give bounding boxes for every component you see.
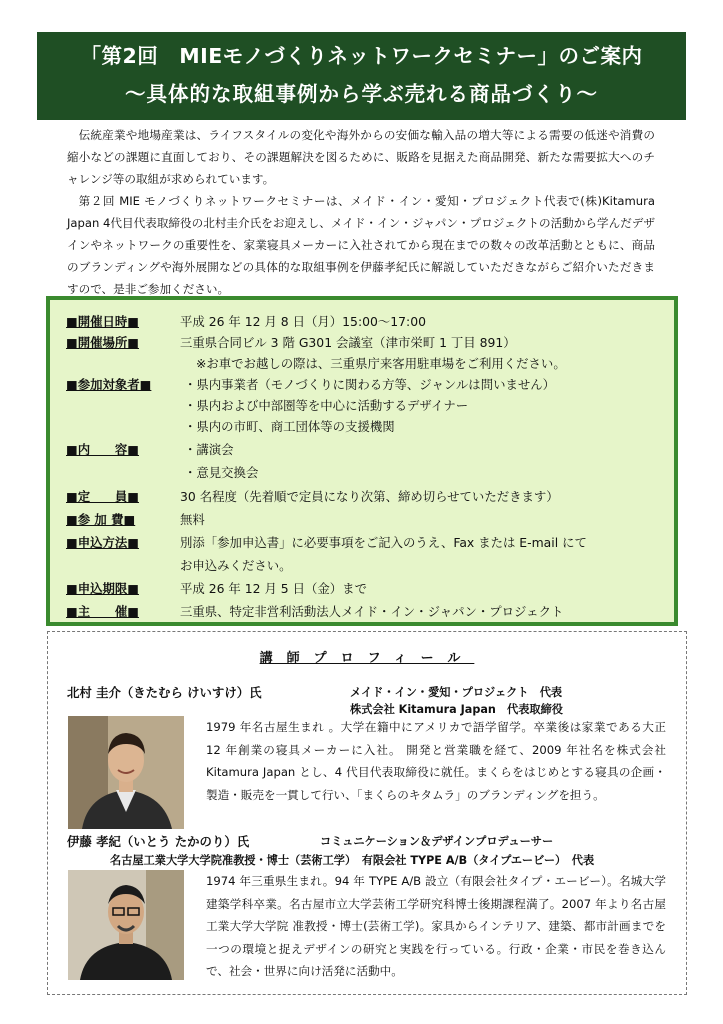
- speaker2-role-1: コミュニケーション＆デザインプロデューサー: [320, 835, 554, 848]
- speaker2-name: 伊藤 孝紀（いとう たかのり）氏: [67, 834, 250, 849]
- content-item-1: ・講演会: [184, 442, 234, 457]
- venue-value: 三重県合同ビル 3 階 G301 会議室（津市栄町 1 丁目 891）: [180, 335, 516, 350]
- capacity-label: ■定 員■: [66, 489, 139, 504]
- speaker1-role-2: 株式会社 Kitamura Japan 代表取締役: [350, 703, 563, 716]
- content-label: ■内 容■: [66, 442, 139, 457]
- deadline-label: ■申込期限■: [66, 581, 139, 596]
- speaker1-photo: [68, 716, 184, 829]
- venue-note: ※お車でお越しの際は、三重県庁来客用駐車場をご利用ください。: [196, 356, 566, 371]
- speaker2-role-2: 名古屋工業大学大学院准教授・博士（芸術工学） 有限会社 TYPE A/B（タイプエービー） 代表: [110, 854, 595, 867]
- apply-value-2: お申込みください。: [180, 558, 292, 573]
- target-label: ■参加対象者■: [66, 377, 152, 392]
- speaker-profile-box: [47, 631, 687, 995]
- target-item-1: ・県内事業者（モノづくりに関わる方等、ジャンルは問いません）: [184, 377, 556, 392]
- target-item-3: ・県内の市町、商工団体等の支援機関: [184, 419, 395, 434]
- fee-label: ■参 加 費■: [66, 512, 136, 527]
- page-subtitle: ～具体的な取組事例から学ぶ売れる商品づくり～: [125, 82, 598, 106]
- date-label: ■開催日時■: [66, 314, 139, 329]
- speaker2-photo: [68, 870, 184, 980]
- speaker1-role-1: メイド・イン・愛知・プロジェクト 代表: [350, 686, 563, 699]
- date-value: 平成 26 年 12 月 8 日（月）15:00～17:00: [180, 314, 426, 329]
- content-item-2: ・意見交換会: [184, 465, 259, 480]
- intro-text: [67, 124, 655, 300]
- apply-value-1: 別添「参加申込書」に必要事項をご記入のうえ、Fax または E-mail にて: [180, 535, 587, 550]
- speaker1-bio: 1979 年名古屋生まれ 。大学在籍中にアメリカで語学留学。卒業後は家業である大正 12 年創業の寝具メーカーに入社。 開発と営業職を経て、2009 年社名を株式会社 Kitamura Japan とし、4 代目代表取締役に就任。まくらをはじめとする寝具の企画・製造・販売を一貫して行い、「まくらのキタムラ」のブランディングを担う。: [206, 720, 666, 802]
- venue-label: ■開催場所■: [66, 335, 139, 350]
- intro-paragraph-1: 伝統産業や地場産業は、ライフスタイルの変化や海外からの安価な輸入品の増大等による需要の低迷や消費の縮小などの課題に直面しており、その課題解決を図るために、販路を見据えた商品開発、新たな需要拡大へのチャレンジ等の取組が求められています。: [67, 128, 655, 186]
- intro-paragraph-2: 第２回 MIE モノづくりネットワークセミナーは、メイド・イン・愛知・プロジェクト代表で(株)Kitamura Japan 4代目代表取締役の北村圭介氏をお迎えし、メイド・イン・ジャパン・プロジェクトの活動から学んだデザインやネットワークの重要性を、家業寝具メーカーに入社されてから現在までの数々の改革活動とともに、商品のブランディングや海外展開などの具体的な取組事例を伊藤孝紀氏に解説していただきながらご紹介いただきますので、是非ご参加ください。: [67, 194, 655, 296]
- capacity-value: 30 名程度（先着順で定員になり次第、締め切らせていただきます）: [180, 489, 559, 504]
- apply-label: ■申込方法■: [66, 535, 139, 550]
- speaker1-name: 北村 圭介（きたむら けいすけ）氏: [67, 685, 262, 700]
- host-label: ■主 催■: [66, 604, 139, 619]
- profile-heading: 講師プロフィール: [259, 651, 475, 666]
- title-banner: [37, 32, 686, 120]
- event-details-box: [46, 296, 678, 626]
- speaker2-bio: 1974 年三重県生まれ。94 年 TYPE A/B 設立（有限会社タイプ・エービー）。名城大学建築学科卒業。名古屋市立大学芸術工学研究科博士後期課程満了。2007 年より名古屋工業大学大学院 准教授・博士(芸術工学)。家具からインテリア、建築、都市計画までを一つの環境と捉えデザインの研究と実践を行っている。行政・企業・市民を巻き込んで、社会・世界に向け活発に活動中。: [206, 874, 666, 978]
- page-title: 「第2回 MIEモノづくりネットワークセミナー」のご案内: [80, 44, 643, 68]
- fee-value: 無料: [180, 512, 205, 527]
- target-item-2: ・県内および中部圏等を中心に活動するデザイナー: [184, 398, 469, 413]
- deadline-value: 平成 26 年 12 月 5 日（金）まで: [180, 581, 367, 596]
- host-value: 三重県、特定非営利活動法人メイド・イン・ジャパン・プロジェクト: [180, 604, 564, 619]
